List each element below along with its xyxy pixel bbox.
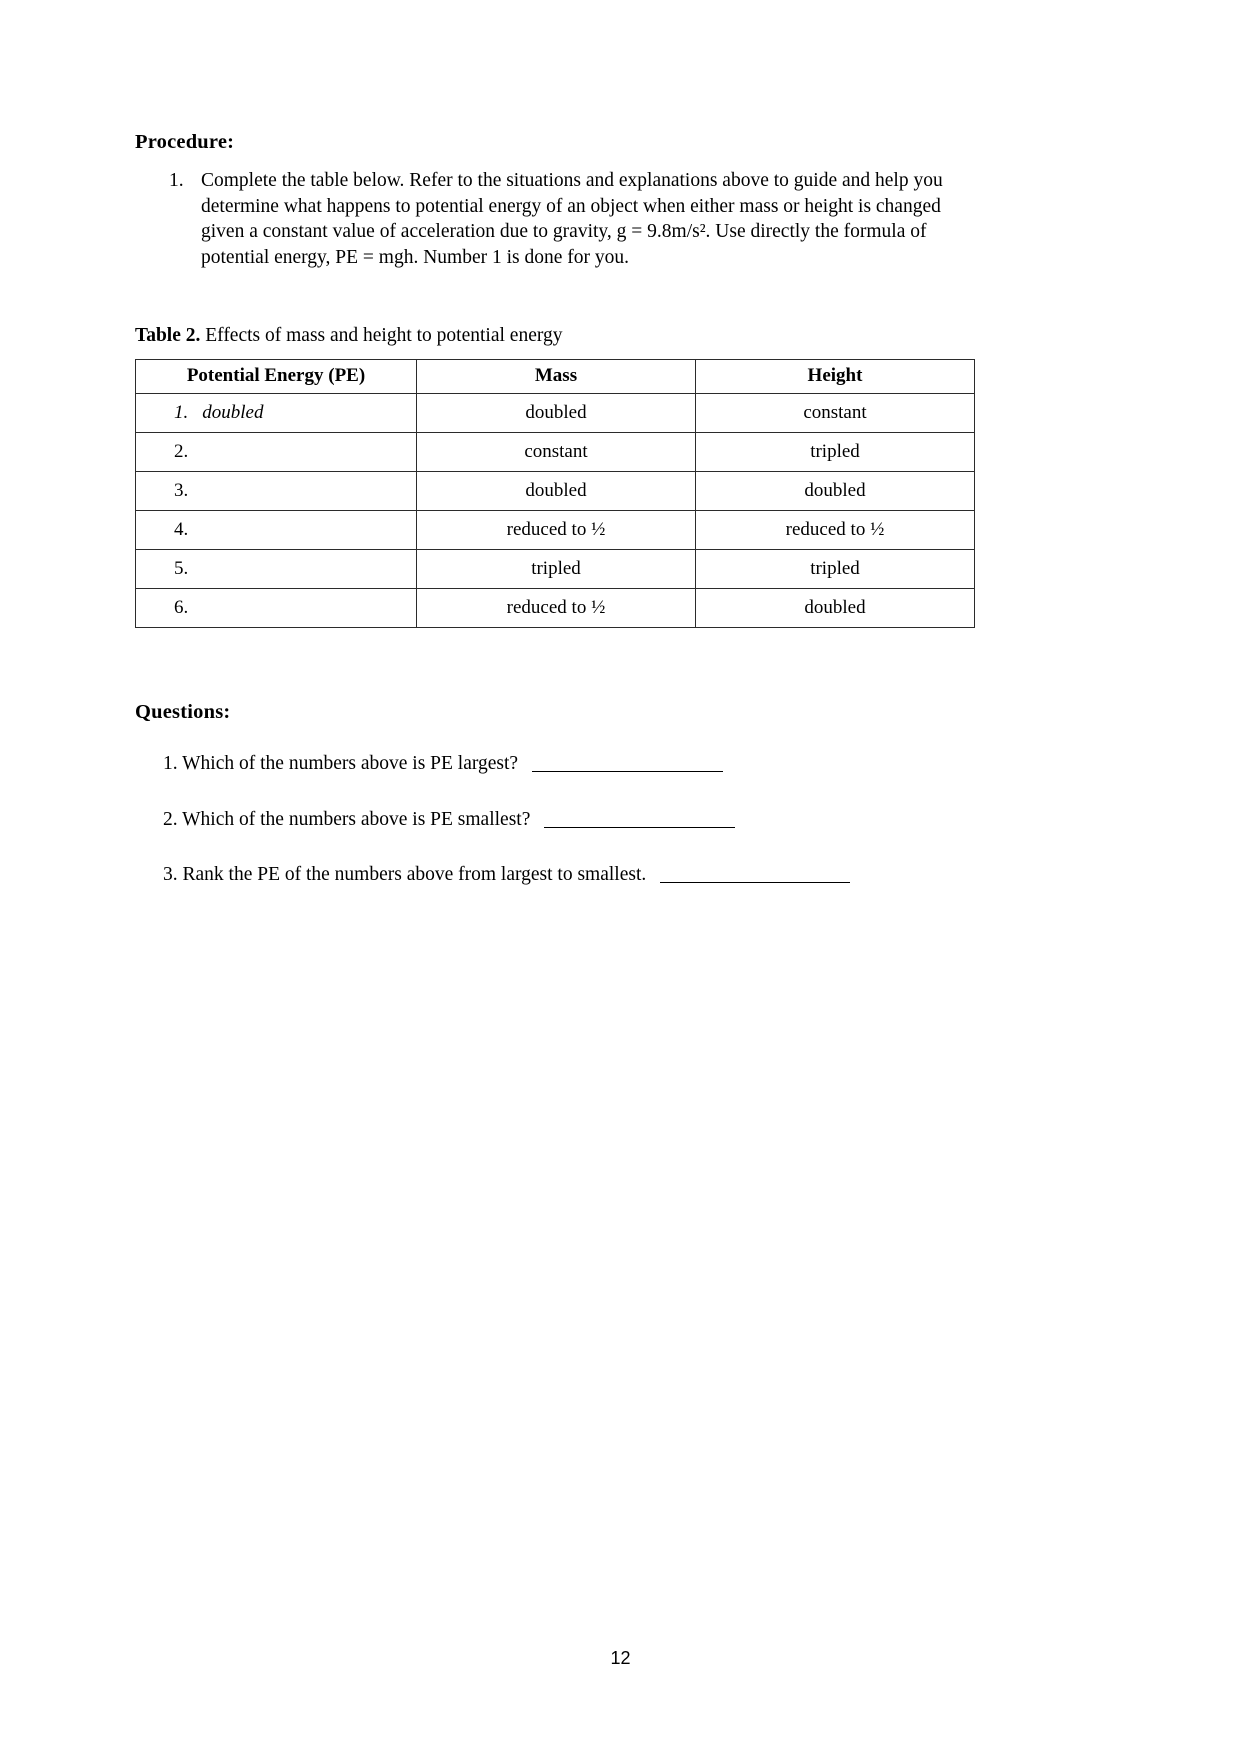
question-item: [135, 751, 980, 776]
question-text: Which of the numbers above is PE largest?: [182, 753, 519, 775]
question-text: Which of the numbers above is PE smallest?: [182, 808, 531, 830]
question-number: 2.: [163, 808, 178, 830]
cell-mass: reduced to ½: [417, 588, 696, 627]
cell-mass: doubled: [417, 471, 696, 510]
procedure-list: [135, 168, 980, 272]
cell-potential-energy[interactable]: [136, 549, 417, 588]
procedure-heading: Procedure:: [135, 131, 235, 153]
cell-potential-energy[interactable]: [136, 471, 417, 510]
row-number: 5.: [174, 557, 189, 579]
question-item: [135, 862, 980, 887]
row-number: 6.: [174, 596, 189, 618]
table-caption-text: Effects of mass and height to potential energy: [200, 325, 563, 347]
cell-height: doubled: [696, 471, 975, 510]
question-item: [135, 807, 980, 832]
cell-mass: tripled: [417, 549, 696, 588]
answer-blank-line[interactable]: [660, 882, 850, 883]
row-number: 1.: [174, 401, 189, 423]
column-header-mass: Mass: [417, 359, 696, 393]
cell-height: tripled: [696, 432, 975, 471]
procedure-item-number: 1.: [169, 169, 184, 191]
questions-section: [135, 700, 980, 888]
cell-height: doubled: [696, 588, 975, 627]
table-row: [136, 549, 975, 588]
question-number: 1.: [163, 753, 178, 775]
row-number: 4.: [174, 518, 189, 540]
questions-list: [135, 751, 980, 887]
effects-table: [135, 359, 975, 628]
cell-mass: doubled: [417, 393, 696, 432]
page-number: 12: [610, 1648, 631, 1668]
table-head: [136, 359, 975, 393]
row-number: 2.: [174, 440, 189, 462]
table-caption-label: Table 2.: [135, 325, 201, 347]
questions-heading: Questions:: [135, 700, 231, 723]
cell-mass: reduced to ½: [417, 510, 696, 549]
question-text: Rank the PE of the numbers above from largest to smallest.: [182, 863, 647, 885]
row-number: 3.: [174, 479, 189, 501]
cell-potential-energy[interactable]: [136, 588, 417, 627]
table-row: [136, 588, 975, 627]
cell-potential-energy[interactable]: [136, 510, 417, 549]
cell-potential-energy[interactable]: [136, 432, 417, 471]
table-body: [136, 393, 975, 627]
table-caption: [135, 323, 980, 348]
procedure-list-item: [135, 168, 980, 272]
table-row: [136, 510, 975, 549]
cell-potential-energy[interactable]: [136, 393, 417, 432]
answer-blank-line[interactable]: [532, 771, 723, 772]
answer-blank-line[interactable]: [544, 827, 735, 828]
row-answer: doubled: [202, 401, 264, 423]
table-header-row: [136, 359, 975, 393]
column-header-potential-energy: Potential Energy (PE): [136, 359, 417, 393]
page-content: [135, 130, 980, 887]
cell-height: reduced to ½: [696, 510, 975, 549]
procedure-section: [135, 130, 980, 271]
procedure-item-text: Complete the table below. Refer to the situations and explanations above to guide and help you determine what happens to potential energy of an object when either mass or height is changed given a constant value of acceleration due to gravity, g = 9.8m/s². Use directly the formula of potential energy, PE = mgh. Number 1 is done for you.: [201, 169, 943, 269]
cell-mass: constant: [417, 432, 696, 471]
cell-height: constant: [696, 393, 975, 432]
question-number: 3.: [163, 863, 178, 885]
column-header-height: Height: [696, 359, 975, 393]
table-row: [136, 471, 975, 510]
table-row: [136, 432, 975, 471]
cell-height: tripled: [696, 549, 975, 588]
table-row: [136, 393, 975, 432]
